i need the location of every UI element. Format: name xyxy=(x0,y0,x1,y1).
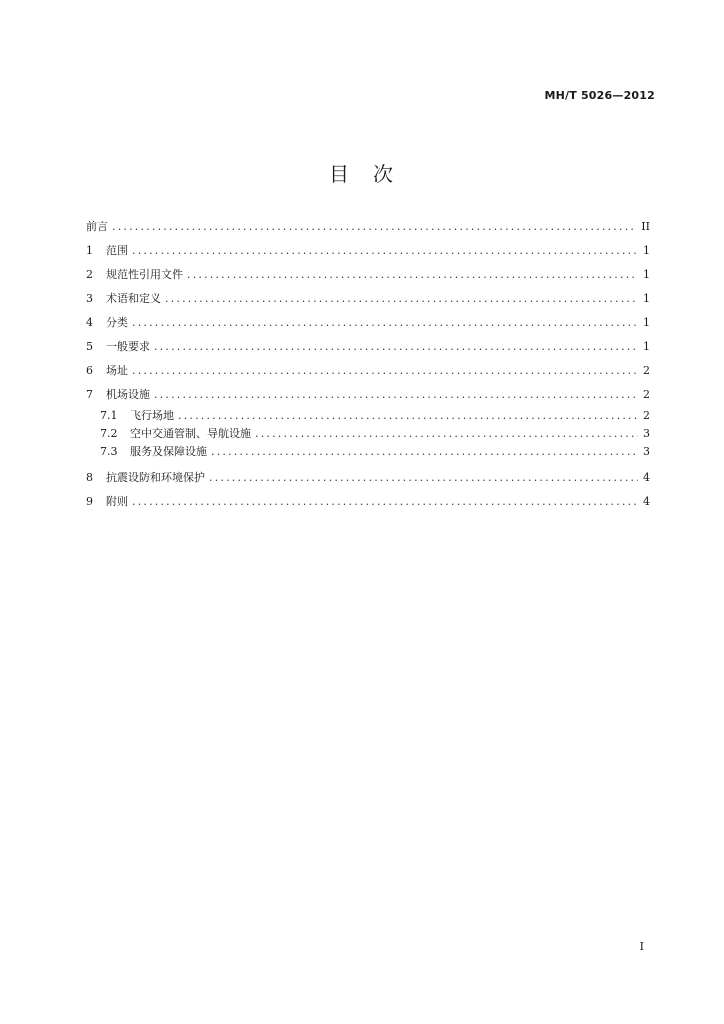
toc-leader-dots xyxy=(165,287,638,311)
toc-subentry-service-support[interactable] xyxy=(86,443,650,461)
toc-entry-page: 4 xyxy=(643,471,650,484)
toc-entry-normative-references[interactable] xyxy=(86,263,650,287)
toc-entry-seismic-environment[interactable] xyxy=(86,466,650,490)
toc-entry-page: 1 xyxy=(643,340,650,353)
toc-entry-scope[interactable] xyxy=(86,239,650,263)
toc-entry-page: II xyxy=(641,220,650,233)
toc-entry-label: 空中交通管制、导航设施 xyxy=(130,427,251,440)
toc-subentry-atc-navigation[interactable] xyxy=(86,425,650,443)
toc-leader-dots xyxy=(132,311,638,335)
toc-entry-supplementary[interactable] xyxy=(86,490,650,514)
toc-entry-number: 4 xyxy=(86,316,93,329)
toc-leader-dots xyxy=(154,335,638,359)
toc-entry-label: 飞行场地 xyxy=(130,409,174,422)
toc-leader-dots xyxy=(211,443,638,461)
toc-entry-label: 一般要求 xyxy=(106,340,150,353)
toc-entry-label: 场址 xyxy=(106,364,128,377)
toc-entry-number: 7 xyxy=(86,388,93,401)
toc-entry-label: 服务及保障设施 xyxy=(130,445,207,458)
standard-code: MH/T 5026—2012 xyxy=(544,89,655,102)
toc-entry-page: 1 xyxy=(643,268,650,281)
toc-entry-number: 1 xyxy=(86,244,93,257)
toc-entry-number: 6 xyxy=(86,364,93,377)
toc-entry-label: 附则 xyxy=(106,495,128,508)
toc-entry-label: 规范性引用文件 xyxy=(106,268,183,281)
toc-entry-page: 3 xyxy=(643,445,650,458)
toc-subentry-airfield[interactable] xyxy=(86,407,650,425)
toc-entry-page: 1 xyxy=(643,292,650,305)
toc-leader-dots xyxy=(255,425,638,443)
toc-entry-label: 分类 xyxy=(106,316,128,329)
page-title: 目 次 xyxy=(329,162,395,186)
toc-leader-dots xyxy=(112,215,637,239)
toc-entry-page: 1 xyxy=(643,244,650,257)
toc-leader-dots xyxy=(132,359,638,383)
toc-leader-dots xyxy=(187,263,638,287)
toc-entry-page: 2 xyxy=(643,364,650,377)
toc-entry-page: 2 xyxy=(643,409,650,422)
toc-entry-number: 2 xyxy=(86,268,93,281)
toc-leader-dots xyxy=(132,239,638,263)
table-of-contents xyxy=(86,215,650,514)
toc-entry-number: 3 xyxy=(86,292,93,305)
toc-entry-airport-facilities[interactable] xyxy=(86,383,650,407)
toc-entry-number: 5 xyxy=(86,340,93,353)
toc-entry-page: 1 xyxy=(643,316,650,329)
toc-entry-site[interactable] xyxy=(86,359,650,383)
toc-entry-label: 术语和定义 xyxy=(106,292,161,305)
toc-entry-label: 抗震设防和环境保护 xyxy=(106,471,205,484)
toc-entry-foreword[interactable] xyxy=(86,215,650,239)
toc-entry-number: 9 xyxy=(86,495,93,508)
toc-entry-number: 7.2 xyxy=(100,427,118,440)
toc-entry-number: 8 xyxy=(86,471,93,484)
toc-entry-page: 4 xyxy=(643,495,650,508)
toc-leader-dots xyxy=(154,383,638,407)
toc-entry-label: 前言 xyxy=(86,220,108,233)
toc-entry-label: 机场设施 xyxy=(106,388,150,401)
toc-leader-dots xyxy=(178,407,638,425)
toc-entry-label: 范围 xyxy=(106,244,128,257)
page-number: I xyxy=(639,940,644,953)
toc-leader-dots xyxy=(209,466,638,490)
toc-leader-dots xyxy=(132,490,638,514)
toc-entry-number: 7.1 xyxy=(100,409,118,422)
toc-entry-terms-definitions[interactable] xyxy=(86,287,650,311)
toc-entry-page: 3 xyxy=(643,427,650,440)
toc-entry-page: 2 xyxy=(643,388,650,401)
toc-entry-general-requirements[interactable] xyxy=(86,335,650,359)
toc-entry-number: 7.3 xyxy=(100,445,118,458)
toc-entry-classification[interactable] xyxy=(86,311,650,335)
